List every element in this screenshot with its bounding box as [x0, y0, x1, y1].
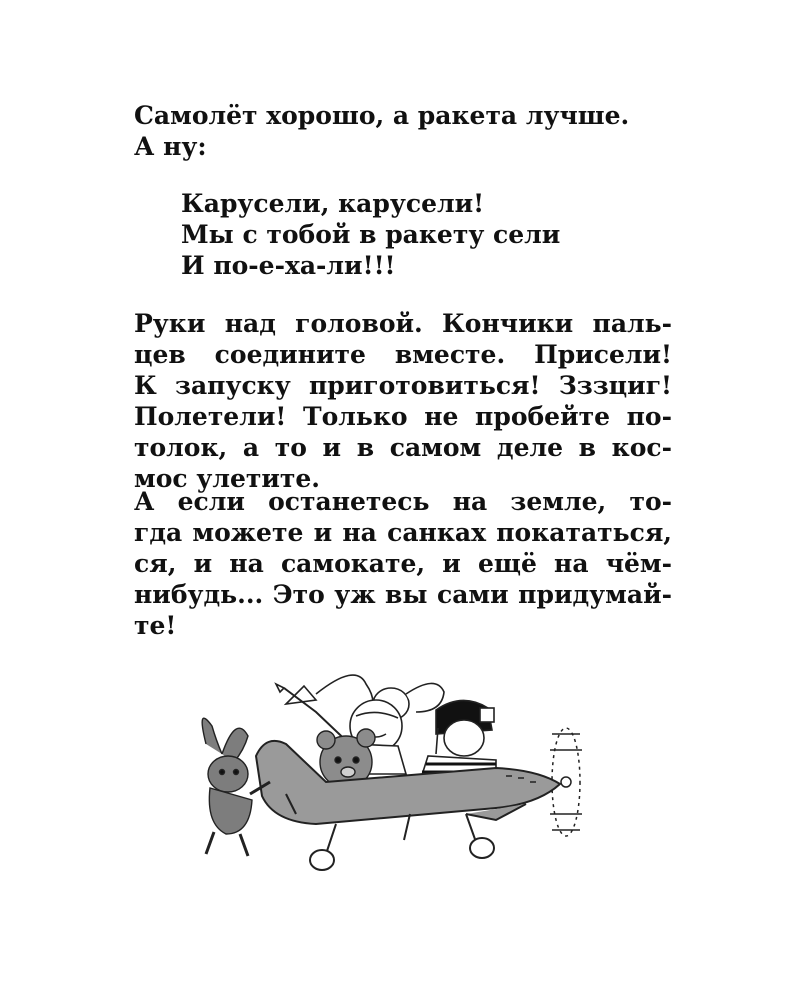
airplane-body [256, 741, 560, 870]
paragraph-line: К запуску приготовиться! Зззциг! [134, 371, 672, 400]
paragraph-line: толок, а то и в самом деле в кос- [134, 433, 672, 462]
intro-line-1: Самолёт хорошо, а ракета лучше. [134, 101, 630, 130]
paragraph-line: А если останетесь на земле, то- [134, 487, 672, 516]
intro-block [134, 100, 674, 162]
bunny-figure [202, 718, 270, 856]
paragraph-2 [134, 486, 672, 641]
verse-line: И по-е-ха-ли!!! [181, 251, 396, 280]
verse-line: Мы с тобой в ракету сели [181, 220, 561, 249]
paragraph-line: ся, и на самокате, и ещё на чём- [134, 549, 672, 578]
paragraph-line: цев соедините вместе. Присели! [134, 340, 672, 369]
paragraph-line: гда можете и на санках покататься, [134, 518, 672, 547]
paragraph-1 [134, 308, 672, 494]
verse-block [181, 188, 560, 281]
paragraph-line: те! [134, 611, 177, 640]
intro-line-2: А ну: [134, 132, 207, 161]
children-on-toy-airplane-illustration [166, 664, 606, 880]
paragraph-line: нибудь... Это уж вы сами придумай- [134, 580, 672, 609]
verse-line: Карусели, карусели! [181, 189, 485, 218]
paragraph-line: Руки над головой. Кончики паль- [134, 309, 672, 338]
paragraph-line: мос улетите. [134, 464, 320, 493]
paragraph-line: Полетели! Только не пробейте по- [134, 402, 672, 431]
